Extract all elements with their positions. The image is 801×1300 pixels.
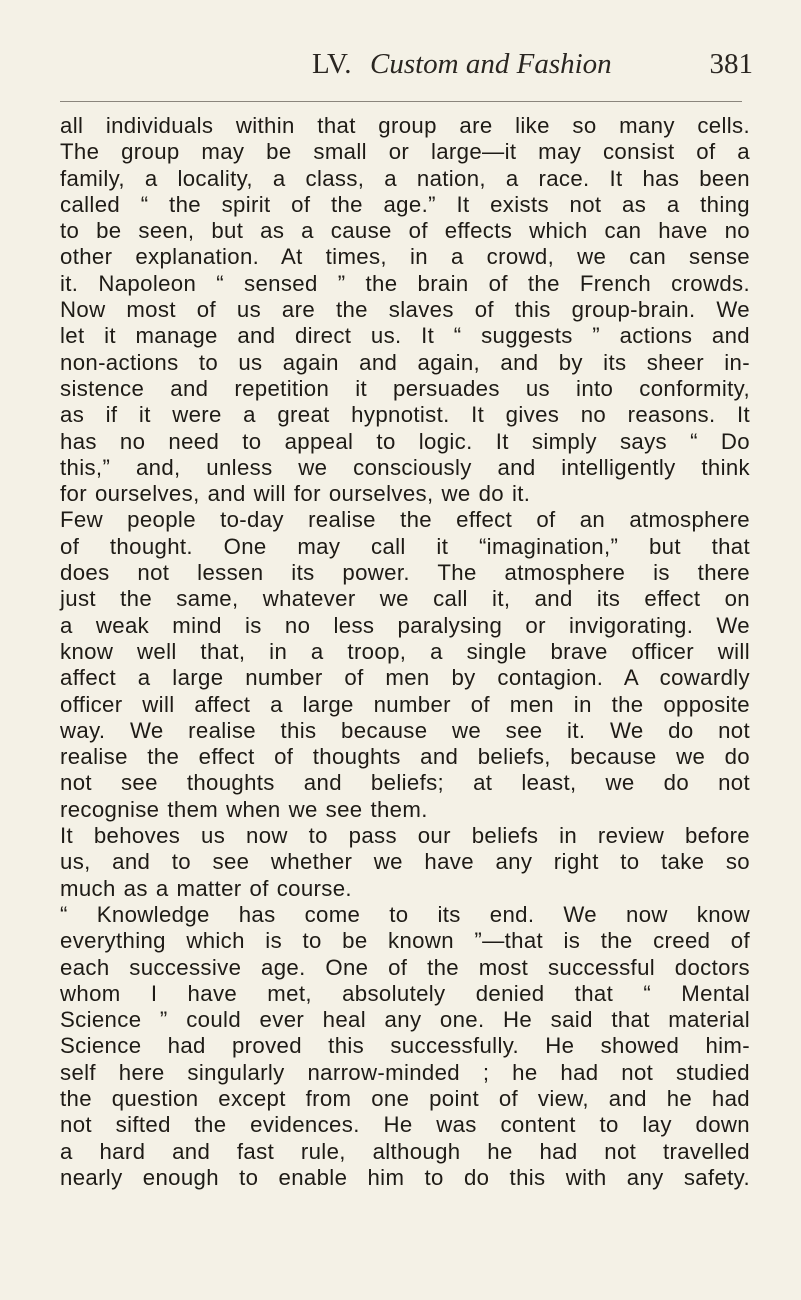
text-line: It behoves us now to pass our beliefs in review before xyxy=(60,823,750,849)
page-number: 381 xyxy=(709,48,753,80)
text-line: the question except from one point of view, and he had xyxy=(60,1085,750,1111)
text-line: everything which is to be known ”—that is the creed of xyxy=(60,928,750,954)
text-line: not see thoughts and beliefs; at least, we do not xyxy=(60,770,750,796)
chapter-title: Custom and Fashion xyxy=(370,48,612,80)
text-line: Science ” could ever heal any one. He said that material xyxy=(60,1007,750,1033)
text-line: sistence and repetition it persuades us into conformity, xyxy=(60,375,750,401)
text-line: whom I have met, absolutely denied that “ Mental xyxy=(60,980,750,1006)
text-line: called “ the spirit of the age.” It exists not as a thing xyxy=(60,191,750,217)
text-line: officer will affect a large number of men in the opposite xyxy=(60,691,750,717)
text-line: of thought. One may call it “imagination,” but that xyxy=(60,533,750,559)
text-line: a weak mind is no less paralysing or invigorating. We xyxy=(60,612,750,638)
text-line: nearly enough to enable him to do this with any safety. xyxy=(60,1164,750,1190)
text-line: Now most of us are the slaves of this group-brain. We xyxy=(60,297,750,323)
text-line: each successive age. One of the most successful doctors xyxy=(60,954,750,980)
text-line: affect a large number of men by contagion. A cowardly xyxy=(60,665,750,691)
text-line: non-actions to us again and again, and by its sheer in- xyxy=(60,349,750,375)
chapter-number: LV. xyxy=(312,48,352,80)
text-line: a hard and fast rule, although he had not travelled xyxy=(60,1138,750,1164)
text-line: recognise them when we see them. xyxy=(60,796,428,822)
text-line: Few people to-day realise the effect of an atmosphere xyxy=(60,507,750,533)
text-line: way. We realise this because we see it. We do not xyxy=(60,717,750,743)
text-line: family, a locality, a class, a nation, a race. It has been xyxy=(60,165,750,191)
running-head xyxy=(0,48,801,88)
text-line: The group may be small or large—it may consist of a xyxy=(60,139,750,165)
text-line: it. Napoleon “ sensed ” the brain of the French crowds. xyxy=(60,270,750,296)
text-line: as if it were a great hypnotist. It gives no reasons. It xyxy=(60,402,750,428)
text-line: this,” and, unless we consciously and intelligently think xyxy=(60,454,750,480)
text-line: self here singularly narrow-minded ; he had not studied xyxy=(60,1059,750,1085)
header-rule xyxy=(60,101,742,102)
text-line: us, and to see whether we have any right to take so xyxy=(60,849,750,875)
body-text xyxy=(60,113,750,1191)
text-line: other explanation. At times, in a crowd, we can sense xyxy=(60,244,750,270)
text-line: all individuals within that group are like so many cells. xyxy=(60,113,750,138)
text-line: to be seen, but as a cause of effects which can have no xyxy=(60,218,750,244)
text-line: has no need to appeal to logic. It simply says “ Do xyxy=(60,428,750,454)
text-line: not sifted the evidences. He was content to lay down xyxy=(60,1112,750,1138)
text-line: just the same, whatever we call it, and its effect on xyxy=(60,586,750,612)
text-line: know well that, in a troop, a single brave officer will xyxy=(60,638,750,664)
text-line: much as a matter of course. xyxy=(60,875,352,901)
text-line: does not lessen its power. The atmosphere is there xyxy=(60,560,750,586)
text-line: let it manage and direct us. It “ suggests ” actions and xyxy=(60,323,750,349)
text-line: realise the effect of thoughts and beliefs, because we do xyxy=(60,744,750,770)
text-line: Science had proved this successfully. He showed him- xyxy=(60,1033,750,1059)
text-line: for ourselves, and will for ourselves, we do it. xyxy=(60,481,531,507)
text-line: “ Knowledge has come to its end. We now know xyxy=(60,901,750,927)
